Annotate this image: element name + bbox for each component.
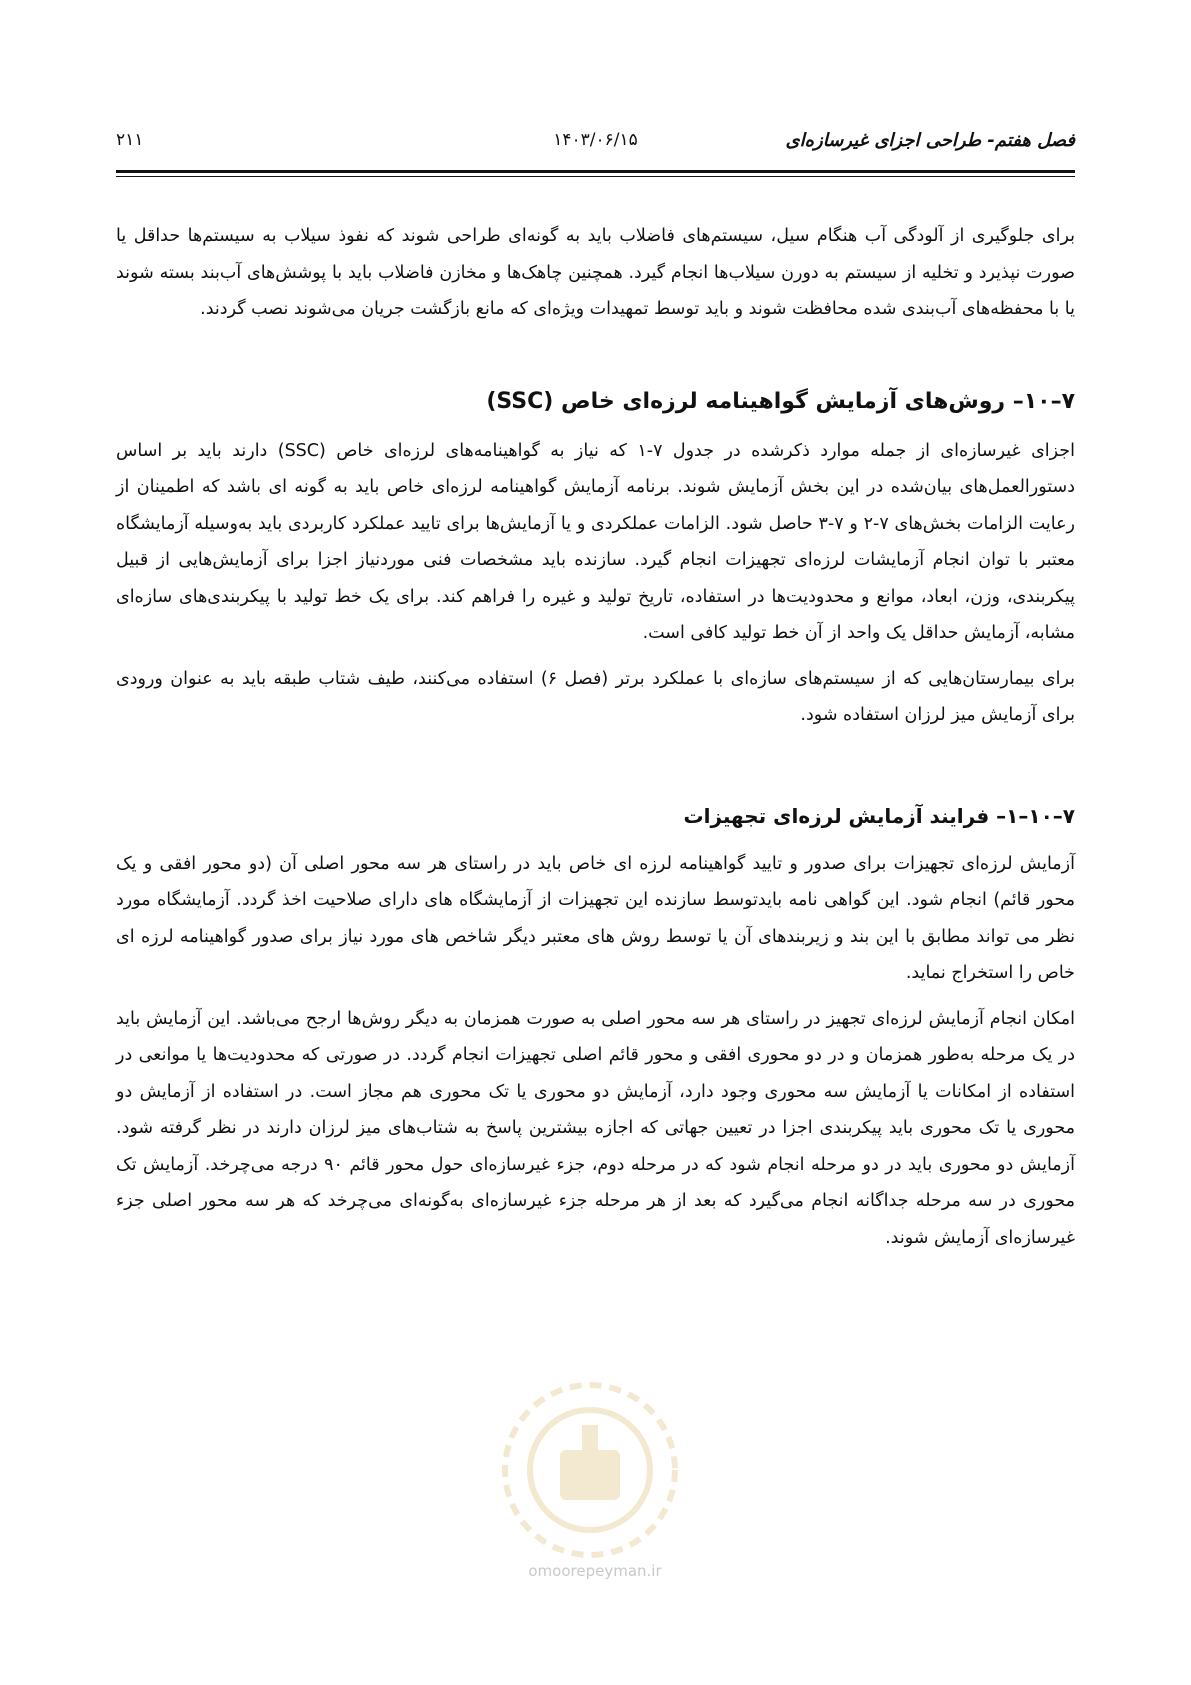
watermark-logo xyxy=(490,1370,690,1570)
paragraph-ssc-intro: اجزای غیرسازه‌ای از جمله موارد ذکرشده در جدول ۷-۱ که نیاز به گواهینامه‌های لرزه‌ای خاص (SSC) دارند باید بر اساس دستورالعمل‌های بیان‌شده در این بخش آزمایش شوند. برنامه آزمایش گواهینامه لرزه‌ای خاص باید به گونه ای باشد که اطمینان از رعایت الزامات بخش‌های ۷-۲ و ۷-۳ حاصل شود. الزامات عملکردی و یا آزمایش‌ها برای تایید عملکرد کاربردی باید به‌وسیله آزمایشگاه معتبر با توان انجام آزمایشات لرزه‌ای تجهیزات انجام گیرد. سازنده باید مشخصات فنی موردنیاز اجزا برای آزمایش‌هایی از قبیل پیکربندی، وزن، ابعاد، موانع و محدودیت‌ها در استفاده، تاریخ تولید و غیره را فراهم کند. برای یک خط تولید با پیکربندی‌های سازه‌ای مشابه، آزمایش حداقل یک واحد از آن خط تولید کافی است. xyxy=(116,440,1075,643)
section-heading-7-10-1: ۷–۱۰–۱– فرایند آزمایش لرزه‌ای تجهیزات xyxy=(683,803,1075,828)
running-title: فصل هفتم- طراحی اجزای غیرسازه‌ای xyxy=(785,129,1075,151)
page-body xyxy=(116,218,1075,1256)
watermark-text: omoorepeyman.ir xyxy=(528,1562,662,1580)
section-heading-7-10: ۷–۱۰– روش‌های آزمایش گواهینامه لرزه‌ای خاص (SSC) xyxy=(486,388,1075,414)
header-rule-thick xyxy=(116,170,1075,173)
paragraph-sewer-flood: برای جلوگیری از آلودگی آب هنگام سیل، سیستم‌های فاضلاب باید به گونه‌ای طراحی شوند که نفوذ سیلاب به سیستم‌ها حداقل یا صورت نپذیرد و تخلیه از سیستم به دورن سیلاب‌ها انجام گیرد. همچنین چاهک‌ها و مخازن فاضلاب باید با پوشش‌های آب‌بند بسته شوند یا با محفظه‌های آب‌بندی شده محافظت شوند و باید توسط تمهیدات ویژه‌ای که مانع بازگشت جریان می‌شوند نصب گردند. xyxy=(116,226,1075,319)
paragraph-seismic-test: آزمایش لرزه‌ای تجهیزات برای صدور و تایید گواهینامه لرزه ای خاص باید در راستای هر سه محور اصلی آن (دو محور افقی و یک محور قائم) انجام شود. این گواهی نامه بایدتوسط سازنده این تجهیزات از آزمایشگاه های دارای صلاحیت اخذ گردد. آزمایشگاه مورد نظر می تواند مطابق با این بند و زیربندهای آن یا توسط روش های معتبر دیگر شاخص های مورد نیاز برای صدور گواهینامه لرزه ای خاص را استخراج نماید. xyxy=(116,853,1075,983)
header-rule-thin xyxy=(116,176,1075,177)
paragraph-hospitals: برای بیمارستان‌هایی که از سیستم‌های سازه‌ای با عملکرد برتر (فصل ۶) استفاده می‌کنند، طیف شتاب طبقه باید به عنوان ورودی برای آزمایش میز لرزان استفاده شود. xyxy=(116,668,1075,725)
page-number: ۲۱۱ xyxy=(116,130,144,150)
header-date: ۱۴۰۳/۰۶/۱۵ xyxy=(553,130,638,150)
page-header xyxy=(116,126,1075,154)
paragraph-triaxial-test: امکان انجام آزمایش لرزه‌ای تجهیز در راستای هر سه محور اصلی به صورت همزمان به دیگر روش‌ها ارجح می‌باشد. این آزمایش باید در یک مرحله به‌طور همزمان و در دو محوری افقی و محور قائم اصلی تجهیزات انجام گردد. در صورتی که محدودیت‌ها یا موانعی در استفاده از امکانات یا آزمایش سه محوری وجود دارد، آزمایش دو محوری یا تک محوری هم مجاز است. در استفاده از آزمایش دو محوری یا تک محوری باید پیکربندی اجزا در تعیین جهاتی که اجازه بیشترین پاسخ به شتاب‌های میز لرزان دارند در نظر گرفته شود. آزمایش دو محوری باید در دو مرحله انجام شود که در مرحله دوم، جزء غیرسازه‌ای حول محور قائم ۹۰ درجه می‌چرخد. آزمایش تک محوری در سه مرحله جداگانه انجام می‌گیرد که بعد از هر مرحله جزء غیرسازه‌ای به‌گونه‌ای می‌چرخد که هر سه محور اصلی جزء غیرسازه‌ای آزمایش شوند. xyxy=(116,1008,1075,1248)
